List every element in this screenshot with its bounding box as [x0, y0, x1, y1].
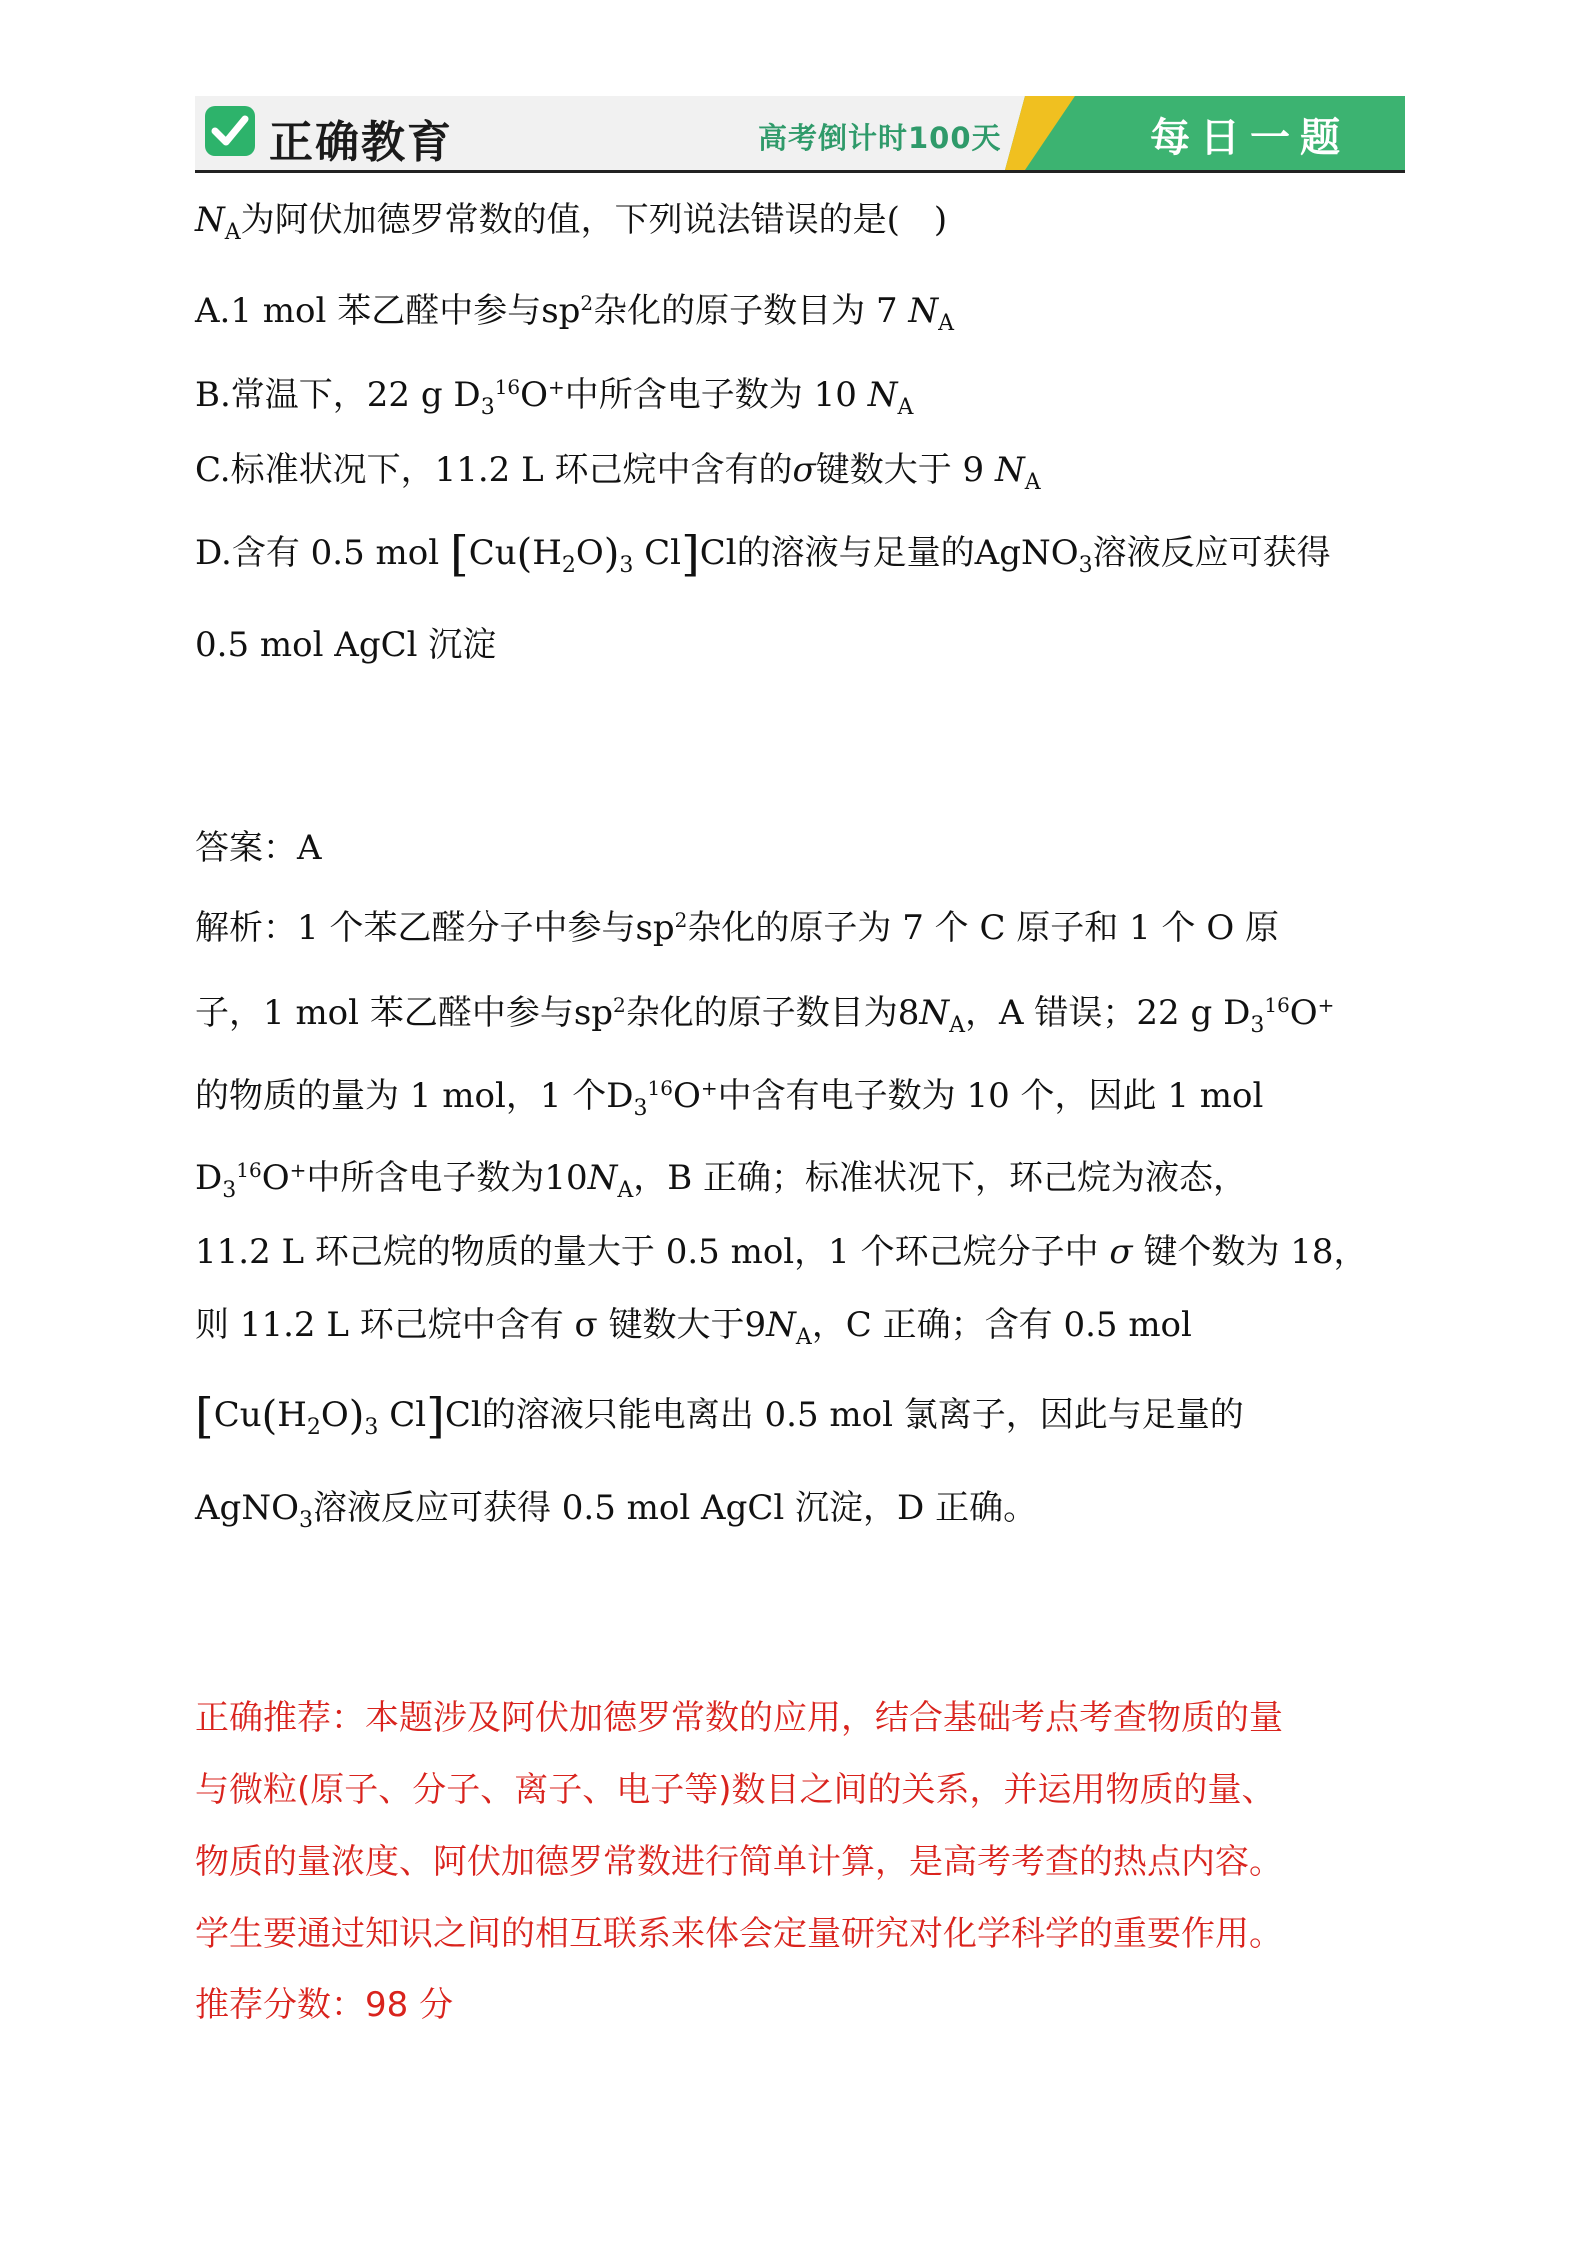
analysis-line-7: [$Cu(H_2O)_3$ Cl]Cl的溶液只能电离出 0.5 mol 氯离子，因此与足量的	[195, 1388, 1244, 1444]
analysis-line-5: 11.2 L 环己烷的物质的量大于 0.5 mol，1 个环己烷分子中 σ 键个数为 18，	[195, 1232, 1368, 1272]
option-c: C.标准状况下，11.2 L 环己烷中含有的σ键数大于 9 $N_A$	[195, 450, 1041, 495]
option-a: A.1 mol 苯乙醛中参与$sp^2$杂化的原子数目为 7 $N_A$	[195, 291, 955, 336]
analysis-line-8: AgNO$_3$溶液反应可获得 0.5 mol AgCl 沉淀，D 正确。	[195, 1488, 1038, 1533]
brand-name: 正确教育	[269, 117, 453, 168]
analysis-line-1: 解析：1 个苯乙醛分子中参与$sp^2$杂化的原子为 7 个 C 原子和 1 个 O 原	[195, 908, 1280, 948]
recommend-line-4: 学生要通过知识之间的相互联系来体会定量研究对化学科学的重要作用。	[195, 1914, 1283, 1954]
question-stem: $N_A$为阿伏加德罗常数的值，下列说法错误的是( )	[195, 200, 948, 245]
check-logo-icon	[205, 106, 255, 156]
analysis-line-2: 子，1 mol 苯乙醛中参与$sp^2$杂化的原子数目为$8N_A$，A 错误；22 g $D_3^{16}O^+$	[195, 993, 1335, 1038]
option-b: B.常温下，22 g $D_3^{16}O^+$中所含电子数为 10 $N_A$	[195, 375, 914, 420]
recommend-line-3: 物质的量浓度、阿伏加德罗常数进行简单计算，是高考考查的热点内容。	[195, 1842, 1283, 1882]
countdown-text: 高考倒计时100天	[758, 121, 1002, 155]
option-d-line2: 0.5 mol AgCl 沉淀	[195, 625, 497, 665]
recommend-line-2: 与微粒(原子、分子、离子、电子等)数目之间的关系，并运用物质的量、	[195, 1770, 1276, 1810]
recommend-score: 推荐分数：98 分	[195, 1985, 454, 2025]
daily-question-tag: 每日一题	[1150, 115, 1350, 161]
header-rule	[195, 170, 1405, 173]
answer-label: 答案：A	[195, 828, 322, 868]
header-banner	[195, 96, 1405, 170]
recommend-line-1: 正确推荐：本题涉及阿伏加德罗常数的应用，结合基础考点考查物质的量	[195, 1698, 1283, 1738]
analysis-line-6: 则 11.2 L 环己烷中含有 σ 键数大于$9N_A$，C 正确；含有 0.5 mol	[195, 1305, 1192, 1350]
analysis-line-4: $D_3^{16}O^+$中所含电子数为$10N_A$，B 正确；标准状况下，环己烷为液态，	[195, 1158, 1248, 1203]
analysis-line-3: 的物质的量为 1 mol，1 个$D_3^{16}O^+$中含有电子数为 10 个，因此 1 mol	[195, 1076, 1264, 1121]
option-d-line1: D.含有 0.5 mol [$Cu(H_2O)_3$ Cl]Cl的溶液与足量的AgNO$_3$溶液反应可获得	[195, 526, 1331, 582]
